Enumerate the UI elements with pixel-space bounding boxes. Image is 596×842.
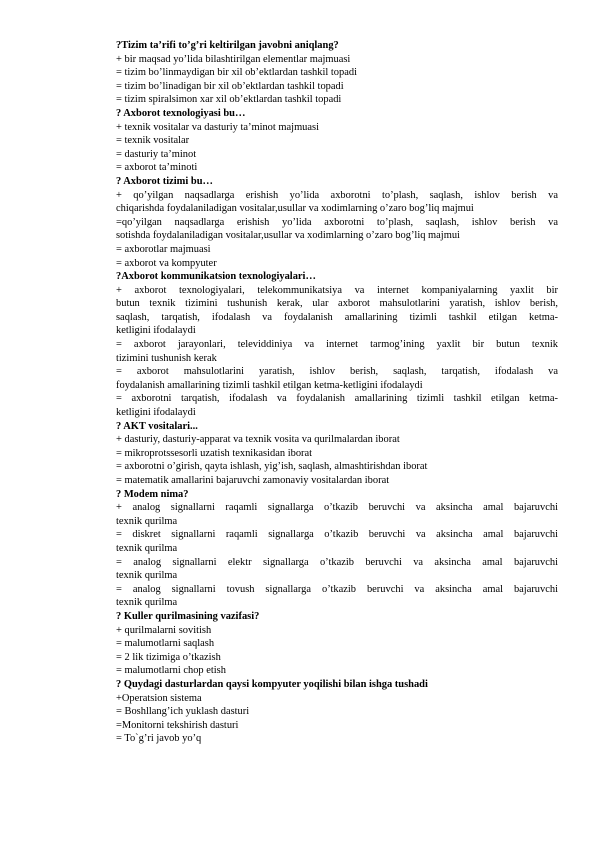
- answer-option: =Monitorni tekshirish dasturi: [116, 719, 239, 731]
- answer-line: saqlash, tarqatish, ifodalash va foydalanish amallarining tizimli tashkil etilgan ketma-: [116, 311, 558, 323]
- answer-option: +Operatsion sistema: [116, 692, 202, 704]
- answer-line: ketligini ifodalaydi: [116, 407, 196, 419]
- answer-line: texnik qurilma: [116, 570, 178, 582]
- answer-option: = axborot va kompyuter: [116, 257, 217, 269]
- answer-line: texnik qurilma: [116, 597, 178, 609]
- question-block: [116, 107, 558, 175]
- answer-option: = To`g’ri javob yo’q: [116, 733, 202, 745]
- answer-option: [116, 501, 558, 528]
- question-text: ?Axborot kommunikatsion texnologiyalari…: [116, 271, 316, 283]
- answer-option: = mikroprotssesorli uzatish texnikasidan iborat: [116, 447, 313, 459]
- question-block: [116, 420, 558, 488]
- answer-line: = analog signallarni elektr signallarga o’tkazib beruvchi va aksincha amal bajaruvchi: [116, 556, 558, 568]
- answer-line: =qo’yilgan naqsadlarga erishish yo’lida axborotni to’plash, saqlash, ishlov berish va: [116, 216, 558, 228]
- answer-line: texnik qurilma: [116, 542, 178, 554]
- question-text: ? Kuller qurilmasining vazifasi?: [116, 610, 260, 622]
- question-text: ? Quydagi dasturlardan qaysi kompyuter yoqilishi bilan ishga tushadi: [116, 678, 428, 690]
- answer-option: + qurilmalarni sovitish: [116, 624, 212, 636]
- answer-option: = axborotni o’girish, qayta ishlash, yig’ish, saqlash, almashtirishdan iborat: [116, 461, 428, 473]
- question-text: ?Tizim ta’rifi to’g’ri keltirilgan javobni aniqlang?: [116, 40, 339, 51]
- answer-option: = tizim spiralsimon xar xil ob’ektlardan tashkil topadi: [116, 94, 342, 106]
- answer-option: = Boshllang’ich yuklash dasturi: [116, 706, 250, 718]
- answer-option: = tizim bo’linadigan bir xil ob’ektlardan tashkil topadi: [116, 80, 344, 92]
- answer-line: texnik qurilma: [116, 515, 178, 527]
- answer-option: [116, 284, 558, 338]
- question-text: ? Modem nima?: [116, 488, 189, 500]
- answer-option: [116, 528, 558, 555]
- answer-option: = malumotlarni saqlash: [116, 638, 215, 650]
- answer-line: + axborot texnologiyalari, telekommunikatsiya va internet kompaniyalarning yaxlit bir: [116, 284, 558, 296]
- answer-line: + qo’yilgan naqsadlarga erishish yo’lida axborotni to’plash, saqlash, ishlov berish va: [116, 189, 558, 201]
- question-block: [116, 270, 558, 420]
- answer-line: = axborot jarayonlari, televiddiniya va internet tarmog’ining yaxlit bir butun texnik: [116, 339, 558, 351]
- answer-option: = matematik amallarini bajaruvchi zamonaviy vositalardan iborat: [116, 475, 390, 486]
- answer-option: = tizim bo’linmaydigan bir xil ob’ektlardan tashkil topadi: [116, 67, 357, 79]
- answer-line: + analog signallarni raqamli signallarga o’tkazib beruvchi va aksincha amal bajaruvchi: [116, 502, 558, 514]
- answer-line: tizimini tushunish kerak: [116, 352, 217, 364]
- answer-option: + dasturiy, dasturiy-apparat va texnik vosita va qurilmalardan iborat: [116, 434, 400, 446]
- answer-option: = dasturiy ta’minot: [116, 148, 197, 160]
- question-block: [116, 610, 558, 678]
- answer-option: [116, 583, 558, 610]
- question-block: [116, 175, 558, 270]
- answer-option: = axborot ta’minoti: [116, 162, 198, 174]
- answer-line: chiqarishda foydalaniladigan vositalar,usullar va xodimlarning o’zaro bog’liq majmui: [116, 203, 474, 215]
- question-block: [116, 488, 558, 610]
- answer-option: = axborotlar majmuasi: [116, 243, 211, 255]
- document-page: [116, 39, 558, 746]
- answer-option: = 2 lik tizimiga o’tkazish: [116, 651, 221, 663]
- answer-line: ketligini ifodalaydi: [116, 325, 196, 337]
- answer-line: = diskret signallarni raqamli signallarga o’tkazib beruvchi va aksincha amal bajaruvchi: [116, 529, 558, 541]
- answer-option: = texnik vositalar: [116, 135, 190, 147]
- question-text: ? AKT vositalari...: [116, 420, 198, 432]
- answer-option: [116, 216, 558, 243]
- answer-option: [116, 556, 558, 583]
- question-block: [116, 678, 558, 746]
- answer-line: foydalanish amallarining tizimli tashkil etilgan ketma-ketligini ifodalaydi: [116, 379, 423, 391]
- answer-option: [116, 189, 558, 216]
- answer-line: = axborot mahsulotlarini yaratish, ishlov berish, saqlash, tarqatish, ifodalash va: [116, 366, 558, 378]
- question-text: ? Axborot texnologiyasi bu…: [116, 107, 246, 119]
- answer-option: [116, 338, 558, 365]
- question-block: [116, 39, 558, 107]
- answer-option: + bir maqsad yo’lida bilashtirilgan elementlar majmuasi: [116, 53, 351, 65]
- answer-option: [116, 365, 558, 392]
- answer-option: + texnik vositalar va dasturiy ta’minot majmuasi: [116, 121, 319, 133]
- answer-line: butun texnik tizimini tushunish kerak, ular axborot mahsulotlarini yaratish, ishlov berish,: [116, 298, 558, 310]
- answer-option: [116, 392, 558, 419]
- answer-line: sotishda foydalaniladigan vositalar,usullar va xodimlarning o’zaro bog’liq majmui: [116, 230, 460, 242]
- answer-line: = axborotni tarqatish, ifodalash va foydalanish amallarining tizimli tashkil etilgan ketma-: [116, 393, 558, 405]
- question-text: ? Axborot tizimi bu…: [116, 175, 213, 187]
- answer-line: = analog signallarni tovush signallarga o’tkazib beruvchi va aksincha amal bajaruvchi: [116, 583, 558, 595]
- answer-option: = malumotlarni chop etish: [116, 665, 226, 677]
